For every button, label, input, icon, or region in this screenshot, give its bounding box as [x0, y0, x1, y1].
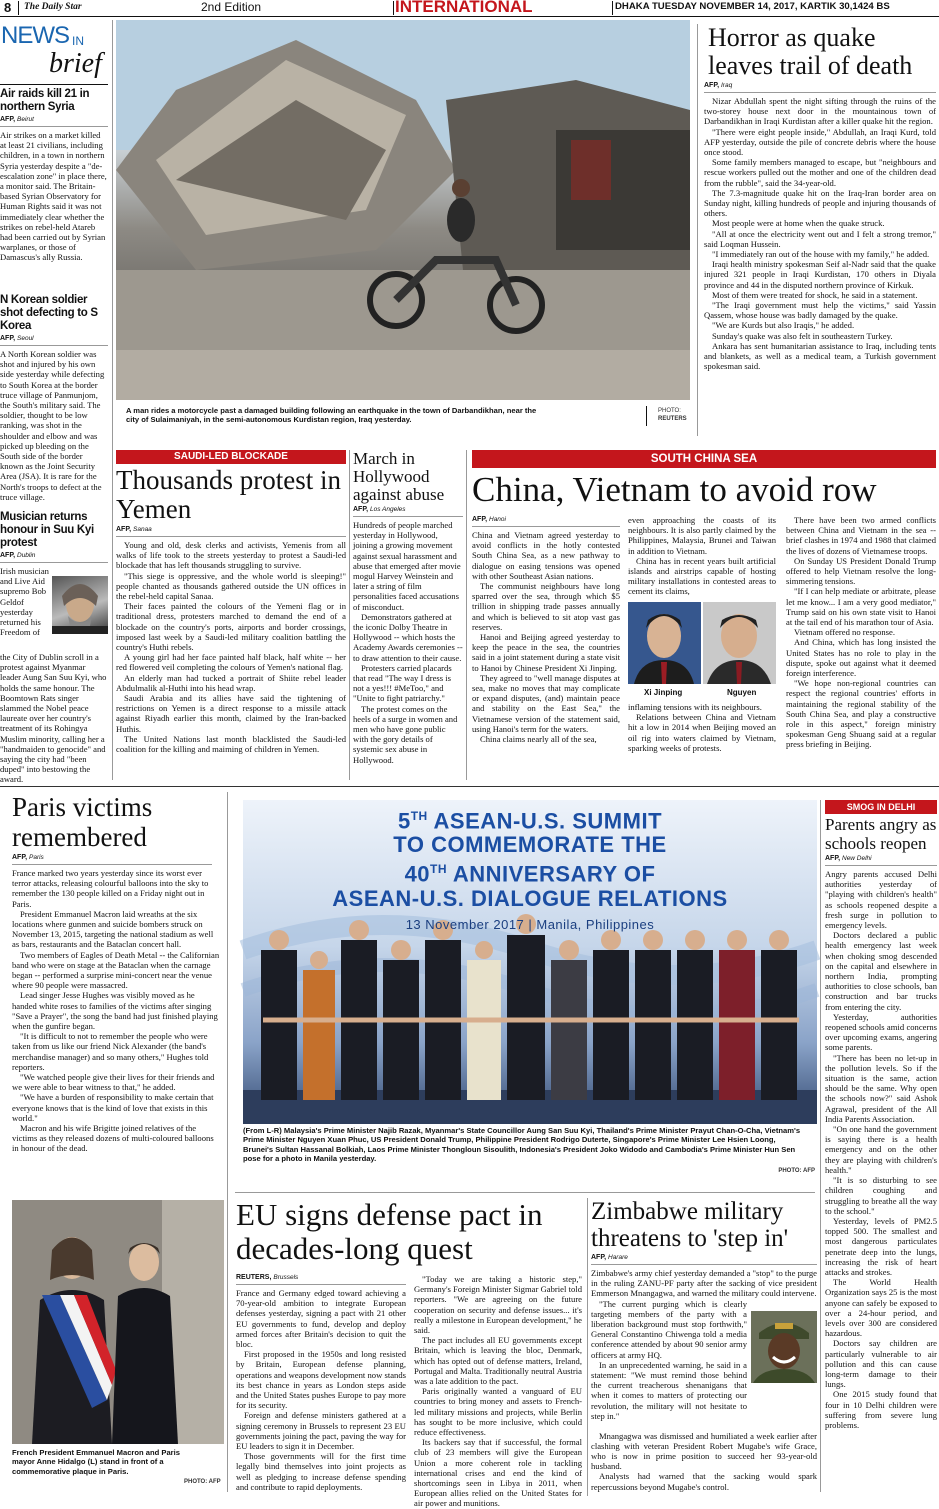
nguyen-photo	[703, 602, 776, 684]
edition: 2nd Edition	[201, 0, 262, 14]
yemen-kicker: SAUDI-LED BLOCKADE	[116, 450, 346, 464]
eu-story	[236, 1197, 584, 1509]
banner-line-2: TO COMMEMORATE THE	[393, 832, 667, 858]
paris-credit: PHOTO: AFP	[184, 1479, 221, 1485]
dateline: DHAKA TUESDAY NOVEMBER 14, 2017, KARTIK 30,1424 BS	[615, 1, 890, 12]
asean-banner	[243, 804, 817, 937]
china-kicker: SOUTH CHINA SEA	[472, 450, 936, 468]
china-col1: AFP, Hanoi China and Vietnam agreed yesterday to avoid conflicts in the hotly contested South China Sea, as a new pathway to dialogue on easing tensions was opened with other Southeast Asian nations. The communist neighbours have long sparred over the sea, through which $5 trillion in shipping trade passes annually and which is believed to sit atop vast gas reserves. Hanoi and Beijing agreed yesterday to keep the peace in the sea, the countries said in a joint statement during a state visit to Hanoi by Chinese President Xi Jinping. They agreed to "well manage disputes at sea, make no moves that may complicate or expand disputes, (and) maintain peace and stability on the East Sea," the Vietnamese version of the statement said, using Hanoi's term for the waters. China claims nearly all of the sea,	[472, 516, 620, 745]
china-story	[472, 450, 936, 780]
yemen-story	[116, 450, 346, 780]
paris-body: France marked two years yesterday since its worst ever terror attacks, releasing colourful balloons into the sky to remember the 130 people killed on a Friday night out in Paris. President Emmanuel Macron laid wreaths at the six locations where gunmen and suicide bombers struck on November 13, 2015, targeting the national stadium as well as bars, restaurants and the Bataclan concert hall. Two members of Eagles of Death Metal -- the Californian band who were on stage at the Bataclan when the carnage began -- performed a surprise mini-concert near the venue where 90 people were massacred. Lead singer Jesse Hughes was visibly moved as he handed white roses to families of the victims after singing "Save a Prayer", the song the band had just finished playing when the gunfire began. "It is difficult to not to remember the people who were taken from us like our friend Nick Alexander (the band's merchandise manager) and so many others," Hughes told reporters. "We watched people give their lives for their friends and we were able to bear witness to that," he added. "We have a burden of responsibility to make certain that everyone knows that is the kind of love that exists in this world." Macron and his wife Brigitte joined relatives of the victims as they released dozens of multi-coloured balloons in honour of the dead.	[12, 868, 220, 1154]
section-title: INTERNATIONAL	[395, 0, 533, 16]
brief-body-narrow: Irish musician and Live Aid supremo Bob Geldof yesterday returned his Freedom of	[0, 566, 49, 638]
eu-headline: EU signs defense pact in decades-long quest	[236, 1197, 543, 1266]
macron-hidalgo-scene	[12, 1200, 224, 1444]
byline: AFP, Harare	[591, 1254, 628, 1261]
brief-title-in: IN	[72, 34, 84, 48]
banner-line-1: 5TH ASEAN-U.S. SUMMIT	[397, 808, 663, 834]
quake-caption: A man rides a motorcycle past a damaged building following an earthquake in the town of Darbandikhan, near the city of Sulaimaniyah, in the semi-autonomous Kurdistan region, Iraq yesterday.	[126, 406, 537, 425]
banner-line-4: ASEAN-U.S. DIALOGUE RELATIONS	[332, 885, 728, 911]
byline: AFP, Sanaa	[116, 526, 152, 533]
quake-credit-label: PHOTO:	[658, 408, 681, 414]
brief-headline: Musician returns honour in Suu Kyi protest	[0, 511, 94, 549]
zimbabwe-headline: Zimbabwe military threatens to 'step in'	[591, 1198, 789, 1252]
byline: AFP, Hanoi	[472, 516, 506, 523]
zimbabwe-body: Mnangagwa was dismissed and humiliated a week earlier after clashing with veteran President Robert Mugabe's wife Grace, who is now in prime position to succeed her 93-year-old husband. Analysts had warned that the sacking would spark repercussions beyond Mugabe's control.	[591, 1430, 817, 1492]
delhi-kicker: SMOG IN DELHI	[825, 800, 937, 814]
nguyen-label: Nguyen	[727, 688, 757, 697]
paper-name: The Daily Star	[24, 2, 82, 12]
page-number: 8	[4, 0, 12, 15]
delhi-headline: Parents angry as schools reopen	[825, 815, 937, 853]
brief-title-brief: brief	[49, 48, 102, 79]
china-headline: China, Vietnam to avoid row	[472, 470, 877, 509]
hollywood-body: Hundreds of people marched yesterday in Hollywood, joining a growing movement against sexual harassment and abuse that emerged after movie mogul Harvey Weinstein and later a string of film personalities faced accusations of misconduct. Demonstrators gathered at the iconic Dolby Theatre in Hollywood -- which hosts the Academy Awards ceremonies -- to draw attention to their cause. Protesters carried placards that read "The way I dress is not a yes!!! #MeToo," and "Unite to fight patriarchy." The protest comes on the heels of a surge in women and men who have gone public with the gory details of systemic sex abuse in Hollywood.	[353, 520, 463, 765]
paris-caption-box	[12, 1448, 224, 1488]
quake-headline: Horror as quake leaves trail of death	[708, 23, 913, 80]
byline: AFP, New Delhi	[825, 855, 872, 862]
china-col3: There have been two armed conflicts between China and Vietnam in the sea -- brief clashes in 1974 and 1988 that claimed the lives of dozens of Vietnamese troops. On Sunday US President Donald Trump offered to help Vietnam resolve the long-simmering tensions. "If I can help mediate or arbitrate, please let me know... I am a very good mediator," Trump said on his own state visit to Hanoi at the tail end of his marathon tour of Asia. Vietnam offered no response. And China, which has long insisted the United States has no role to play in the dispute, spoke out against what it deemed foreign interference. "We hope non-regional countries can respect the regional countries' efforts in maintaining the regional stability of the South China Sea, and play a constructive role in this aspect," foreign ministry spokesman Geng Shuang said at a regular press briefing in Beijing.	[786, 515, 936, 750]
chiwenga-portrait	[751, 1311, 817, 1383]
nguyen-portrait	[703, 602, 776, 684]
asean-credit: PHOTO: AFP	[778, 1168, 815, 1174]
quake-body: Nizar Abdullah spent the night sifting through the ruins of the two-storey house next door in the mountainous town of Darbandikhan in Iraqi Kurdistan after a killer quake hit the region. "There were eight people inside," Abdullah, an Iraqi Kurd, told AFP yesterday, outside the pile of concrete debris where the house once stood. Some family members managed to escape, but "neighbours and rescue workers pulled out the mother and one of the children dead from the rubble", said the 34-year-old. The 7.3-magnitude quake hit on the Iraq-Iran border area on Sunday night, killing hundreds of people and injuring thousands of others. Most people were at home when the quake struck. "All at once the electricity went out and I felt a strong tremor," said Loqman Hussein. "I immediately ran out of the house with my family," he added. Iraqi health ministry spokesman Seif al-Nadr said that the quake injured 321 people in Iraqi Kurdistan, 170 others in Diyala province and 44 in the disputed northern province of Kirkuk. Most of them were treated for shock, he said in a statement. "The Iraqi government must help the victims," said Yassin Qassem, whose house was badly damaged by the quake. "We are Kurds but also Iraqis," he added. Sunday's quake was also felt in southeastern Turkey. Ankara has sent humanitarian assistance to Iraq, including tents and blankets, as well as a medical team, a Turkish government spokesman said.	[704, 96, 936, 372]
byline: AFP, Paris	[12, 854, 44, 861]
banner-date: 13 November 2017 | Manila, Philippines	[405, 916, 655, 932]
brief-item-syria	[0, 88, 108, 263]
quake-credit-name: REUTERS	[658, 416, 687, 422]
banner-line-3: 40TH ANNIVERSARY OF	[404, 861, 656, 887]
chiwenga-photo	[751, 1311, 817, 1383]
brief-body: the City of Dublin scroll in a protest against Myanmar leader Aung San Suu Kyi, who holds the same honour. The Boomtown Rats singer slammed the Nobel peace laureate over her country's treatment of its Rohingya Muslim minority, calling her a "handmaiden to genocide" and saying the city had "been duped" into bestowing the award.	[0, 652, 107, 785]
brief-item-geldof	[0, 511, 108, 785]
hollywood-story	[353, 450, 463, 780]
china-col2-bottom: inflaming tensions with its neighbours. Relations between China and Vietnam hit a low in 2014 when Beijing moved an oil rig into waters claimed by Vietnam, sparking weeks of protests.	[628, 702, 776, 753]
brief-body: Air strikes on a market killed at least 21 civilians, including children, in a town in northern Syria yesterday despite a "de-escalation zone" in place there, a monitor said. The Britain-based Syrian Observatory for Human Rights said it was not immediately clear whether the strikes on rebel-held Atareb had been carried out by Syrian warplanes, or those of Damascus's ally Russia.	[0, 130, 107, 263]
brief-title-news: NEWS	[1, 22, 69, 49]
eu-col2: "Today we are taking a historic step," Germany's Foreign Minister Sigmar Gabriel told reporters. "We are agreeing on the future cooperation on security and defense issues... it's really a milestone in European development," he said. The pact includes all EU governments except Britain, which is leaving the bloc, Denmark, which has opted out of defense matters, Ireland, Portugal and Malta. Traditionally neutral Austria was a late addition to the pact. Paris originally wanted a vanguard of EU countries to bring money and assets to French-led military missions and projects, while Berlin has sought to be more inclusive, which could reduce effectiveness. Its backers say that if successful, the formal club of 23 members will give the European Union a more coherent role in tackling international crises and end the kind of shortcomings seen in Libya in 2011, when European allies relied on the United States for air power and munitions.	[414, 1274, 582, 1509]
brief-title	[1, 22, 109, 84]
asean-photo	[243, 800, 817, 1124]
xi-portrait	[628, 602, 701, 684]
quake-scene	[116, 20, 690, 400]
yemen-headline: Thousands protest in Yemen	[116, 465, 341, 524]
byline: AFP, Dublin	[0, 552, 36, 559]
zimbabwe-narrow: "The current purging which is clearly targeting members of the party with a liberation background must stop forthwith," General Constantino Chiwenga told a media conference attended by about 90 senior army officers at army HQ. In an unprecedented warning, he said in a statement: "We must remind those behind the current treacherous shenanigans that when it comes to matters of protecting our revolution, the military will not hesitate to step in."	[591, 1298, 747, 1421]
quake-story	[704, 24, 936, 436]
quake-photo	[116, 20, 690, 400]
delhi-story	[825, 800, 937, 1492]
brief-headline: N Korean soldier shot defecting to S Korea	[0, 294, 98, 332]
news-in-brief	[0, 20, 110, 785]
delhi-body: Angry parents accused Delhi authorities yesterday of "playing with children's health" as schools reopened despite a fresh surge in pollution to emergency levels. Doctors declared a public health emergency last week when choking smog descended on the capital and elsewhere in northern India, prompting authorities to close schools, ban construction and bar trucks from entering the city. Yesterday, authorities reopened schools amid concerns over upcoming exams, angering some parents. "There has been no let-up in the pollution levels. So if the situation is the same, action should be the same. Why open the schools now?" said Ashok Agrawal, president of the All India Parents Association. "On one hand the government is saying there is a health emergency and on the other they are playing with children's health." "It is so disturbing to see children coughing and struggling to breathe all the way to the school." Yesterday, levels of PM2.5 topped 500. The smallest and most dangerous particulates penetrate deep into the lungs, increasing the risk of heart attacks and strokes. The World Health Organization says 25 is the most anyone can safely be exposed to over a 24-hour period, and levels over 300 are considered hazardous. Doctors say children are particularly vulnerable to air pollution and this can cause long-term damage to their lungs. One 2015 study found that four in 10 Delhi children were suffering from severe lung problems.	[825, 869, 937, 1430]
paris-photo	[12, 1200, 224, 1444]
xi-jinping-photo	[628, 602, 701, 684]
zimbabwe-story	[591, 1198, 817, 1496]
geldof-photo	[52, 576, 108, 634]
byline: AFP, Seoul	[0, 335, 34, 342]
paris-headline: Paris victims remembered	[12, 792, 153, 852]
byline: REUTERS, Brussels	[236, 1274, 299, 1281]
hollywood-headline: March in Hollywood against abuse	[353, 449, 445, 504]
asean-caption-box	[243, 1126, 817, 1182]
byline: AFP, Iraq	[704, 82, 733, 89]
quake-caption-area	[116, 400, 690, 434]
eu-col1: REUTERS, Brussels France and Germany edged toward achieving a 70-year-old ambition to integrate European defenses yesterday, signing a pact with 21 other EU governments to fund, develop and deploy armed forces after Britain's decision to quit the bloc. First proposed in the 1950s and long resisted by Britain, European defense planning, operations and weapons development now stands its best chance in years as London steps aside and the United States pushes Europe to pay more for its security. Foreign and defense ministers gathered at a signing ceremony in Brussels to represent 23 EU governments joining the pact, paving the way for EU leaders to sign it in December. Those governments will for the first time legally bind themselves into joint projects as well as pledging to increase defense spending and contribute to rapid deployments.	[236, 1274, 406, 1492]
xi-label: Xi Jinping	[644, 688, 683, 697]
paris-story	[12, 792, 220, 1192]
brief-body: A North Korean soldier was shot and injured by his own side yesterday while defecting to South Korea at the border truce village of Panmunjom, the South's military said. The soldier, thought to be low ranking, was shot in the shoulder and elbow and was picked up bleeding on the South side of the border known as the Joint Security Area (JSA). It is rare for the North's troops to defect at the truce village.	[0, 349, 105, 502]
geldof-portrait	[52, 576, 108, 634]
asean-caption: (From L-R) Malaysia's Prime Minister Najib Razak, Myanmar's State Councillor Aung San Suu Kyi, Thailand's Prime Minister Prayut Chan-O-Cha, Vietnam's Prime Minister Nguyen Xuan Phuc, US President Donald Trump, Philippine President Rodrigo Duterte, Singapore's Prime Minister Lee Hsien Loong, Brunei's Sultan Hassanal Bolkiah, Laos Prime Minister Thongloun Sisoulith, Indonesia's President Joko Widodo and Cambodia's Prime Minister Hun Sen pose for a photo in Manila yesterday.	[243, 1126, 801, 1164]
yemen-body: Young and old, desk clerks and activists, Yemenis from all walks of life took to the streets yesterday to protest a Saudi-led blockade that has left thousands struggling to survive. "This siege is oppressive, and the whole world is sleeping!" people chanted as thousands gathered outside the UN offices in the rebel-held capital Sanaa. Their faces painted the colours of the Yemeni flag or in traditional dress, protesters marched to demand the end of a blockade on the country's ports, airports and border crossings, imposed last week by a Saudi-led military coalition battling the country's Huthi rebels. A young girl had her face painted half black, half white -- her red flowered veil completing the colours of Yemen's national flag. An elderly man had tucked a portrait of Shiite rebel leader Abdulmalik al-Huthi into his head wrap. Saudi Arabia and its allies have said the tightening of restrictions on Yemen is a direct response to a missile attack against Riyadh earlier this month, claimed by the Iran-backed Huthis. The United Nations last month blacklisted the Saudi-led coalition for the killing and maiming of children in Yemen.	[116, 540, 346, 755]
byline: AFP, Beirut	[0, 116, 34, 123]
paris-caption: French President Emmanuel Macron and Paris mayor Anne Hidalgo (L) stand in front of a commemorative plaque in Paris.	[12, 1448, 180, 1476]
brief-item-korea	[0, 294, 108, 502]
masthead	[0, 0, 939, 16]
china-col2-top: even approaching the coasts of its neighbours. It is also partly claimed by the Philippines, Malaysia, Brunei and Taiwan in addition to Vietnam. China has in recent years built artificial islands and airstrips capable of hosting military installations in contested areas to cement its claims,	[628, 515, 776, 597]
brief-headline: Air raids kill 21 in northern Syria	[0, 88, 90, 113]
byline: AFP, Los Angeles	[353, 506, 406, 513]
zimbabwe-intro: Zimbabwe's army chief yesterday demanded a "stop" to the purge in the ruling ZANU-PF party after the sacking of vice president Emmerson Mnangagwa, and warned the military could intervene.	[591, 1268, 817, 1299]
